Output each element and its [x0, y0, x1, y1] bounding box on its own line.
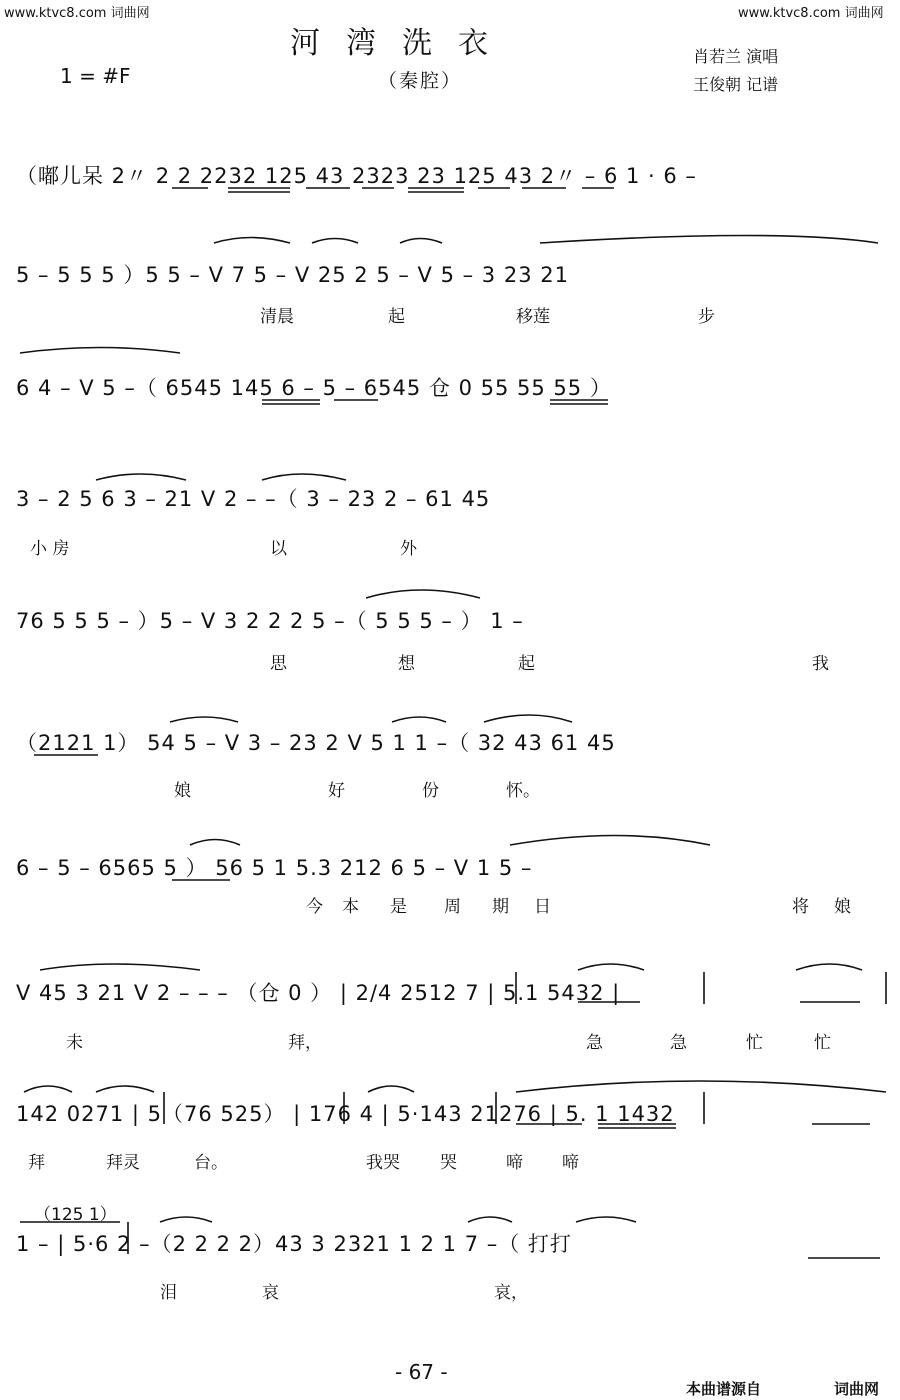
lyric: 拜灵	[106, 1153, 140, 1173]
lyric: 哀，	[494, 1283, 528, 1303]
lyric: 台。	[194, 1153, 228, 1173]
watermark-right: www.ktvc8.com 词曲网	[738, 6, 884, 21]
lyric: 想	[398, 654, 415, 674]
notation-line-2: 5 – 5 5 5 ）5 5 – V 7 5 – V 25 2 5 – V 5 – 3 23 21	[16, 263, 569, 287]
lyric: 思	[270, 654, 287, 674]
lyric: 好	[328, 781, 345, 801]
slur-mark	[484, 715, 572, 722]
lyric: 今	[306, 897, 323, 917]
slur-mark	[540, 236, 878, 244]
lyric: 急	[670, 1033, 687, 1053]
lyric: 哀	[262, 1283, 279, 1303]
slur-mark	[796, 964, 862, 970]
lyric: 啼	[506, 1153, 523, 1173]
lyric: 清晨	[260, 307, 294, 327]
lyric: 起	[518, 654, 535, 674]
lyric: 本	[342, 897, 359, 917]
lyric: 哭	[440, 1153, 457, 1173]
slur-mark	[170, 717, 238, 722]
lyric: 是	[390, 897, 407, 917]
transcriber-credit: 王俊朝 记谱	[693, 75, 779, 94]
lyric: 拜	[28, 1153, 45, 1173]
key-signature: 1 = #F	[60, 64, 131, 88]
singer-credit: 肖若兰 演唱	[693, 47, 779, 66]
slur-mark	[24, 1086, 72, 1092]
slur-mark	[368, 1086, 414, 1092]
lyric: 泪	[160, 1283, 177, 1303]
slur-mark	[468, 1217, 512, 1222]
watermark-left: www.ktvc8.com 词曲网	[4, 6, 150, 21]
slur-mark	[366, 590, 480, 598]
slur-mark	[190, 840, 240, 846]
slur-mark	[262, 474, 346, 480]
slur-mark	[400, 239, 442, 244]
lyric: 移莲	[516, 307, 550, 327]
lyric: 忙	[814, 1033, 831, 1053]
slur-mark	[510, 836, 710, 846]
slur-mark	[576, 1217, 636, 1222]
lyric: 日	[534, 897, 551, 917]
page-number: - 67 -	[395, 1360, 448, 1384]
lyric: 期	[492, 897, 509, 917]
lyric: 步	[698, 307, 715, 327]
notation-line-6: （2121 1） 54 5 – V 3 – 23 2 V 5 1 1 –（ 32 43 61 45	[16, 731, 616, 755]
notation-line-1: （嘟儿呆 2〃 2 2 2232 125 43 2323 23 125 43 2〃 – 6 1 · 6 –	[16, 164, 697, 188]
notation-line-7: 6 – 5 – 6565 5 ） 56 5 1 5.3 212 6 5 – V 1 5 –	[16, 856, 533, 880]
lyric: 娘	[174, 781, 191, 801]
lyric: 未	[66, 1033, 83, 1053]
slur-mark	[40, 964, 200, 970]
lyric: 周	[444, 897, 461, 917]
slur-mark	[96, 474, 186, 480]
slur-mark	[312, 239, 358, 244]
opera-genre: （秦腔）	[378, 70, 463, 92]
lyric: 将	[792, 897, 809, 917]
slur-mark	[160, 1217, 212, 1222]
lyric: 啼	[562, 1153, 579, 1173]
slur-mark	[392, 717, 446, 722]
lyric: 拜，	[288, 1033, 322, 1053]
lyric: 娘	[834, 897, 851, 917]
notation-line-10: 1 – | 5·6 2 –（2 2 2 2）43 3 2321 1 2 1 7 –（ 打打	[16, 1232, 572, 1256]
notation-line-3: 6 4 – V 5 –（ 6545 145 6 – 5 – 6545 仓 0 55 55 55 ）	[16, 376, 612, 400]
lyric: 我	[812, 654, 829, 674]
lyric: 以	[270, 539, 287, 559]
small-note-annotation: （125 1）	[34, 1205, 117, 1225]
notation-line-4: 3 – 2 5 6 3 – 21 V 2 – –（ 3 – 23 2 – 61 45	[16, 487, 491, 511]
lyric: 怀。	[506, 781, 540, 801]
slur-mark	[214, 238, 290, 244]
lyric: 小 房	[30, 539, 70, 559]
notation-line-9: 142 0271 | 5（76 525） | 176 4 | 5·143 21276 | 5. 1 1432	[16, 1102, 675, 1126]
slur-mark	[20, 348, 180, 354]
slur-mark	[96, 1086, 154, 1092]
slur-mark	[516, 1081, 886, 1092]
lyric: 急	[586, 1033, 603, 1053]
footer-site: 词曲网	[834, 1380, 880, 1398]
notation-line-5: 76 5 5 5 – ）5 – V 3 2 2 2 5 –（ 5 5 5 – ） 1 –	[16, 609, 524, 633]
lyric: 我哭	[366, 1153, 400, 1173]
notation-line-8: V 45 3 21 V 2 – – – （仓 0 ） | 2/4 2512 7 | 5.1 5432 |	[16, 981, 621, 1005]
song-title: 河湾洗衣	[290, 26, 514, 61]
lyric: 起	[388, 307, 405, 327]
lyric: 忙	[746, 1033, 763, 1053]
footer-source: 本曲谱源自	[686, 1380, 762, 1398]
slur-mark	[578, 964, 644, 970]
lyric: 份	[422, 781, 439, 801]
lyric: 外	[400, 539, 417, 559]
